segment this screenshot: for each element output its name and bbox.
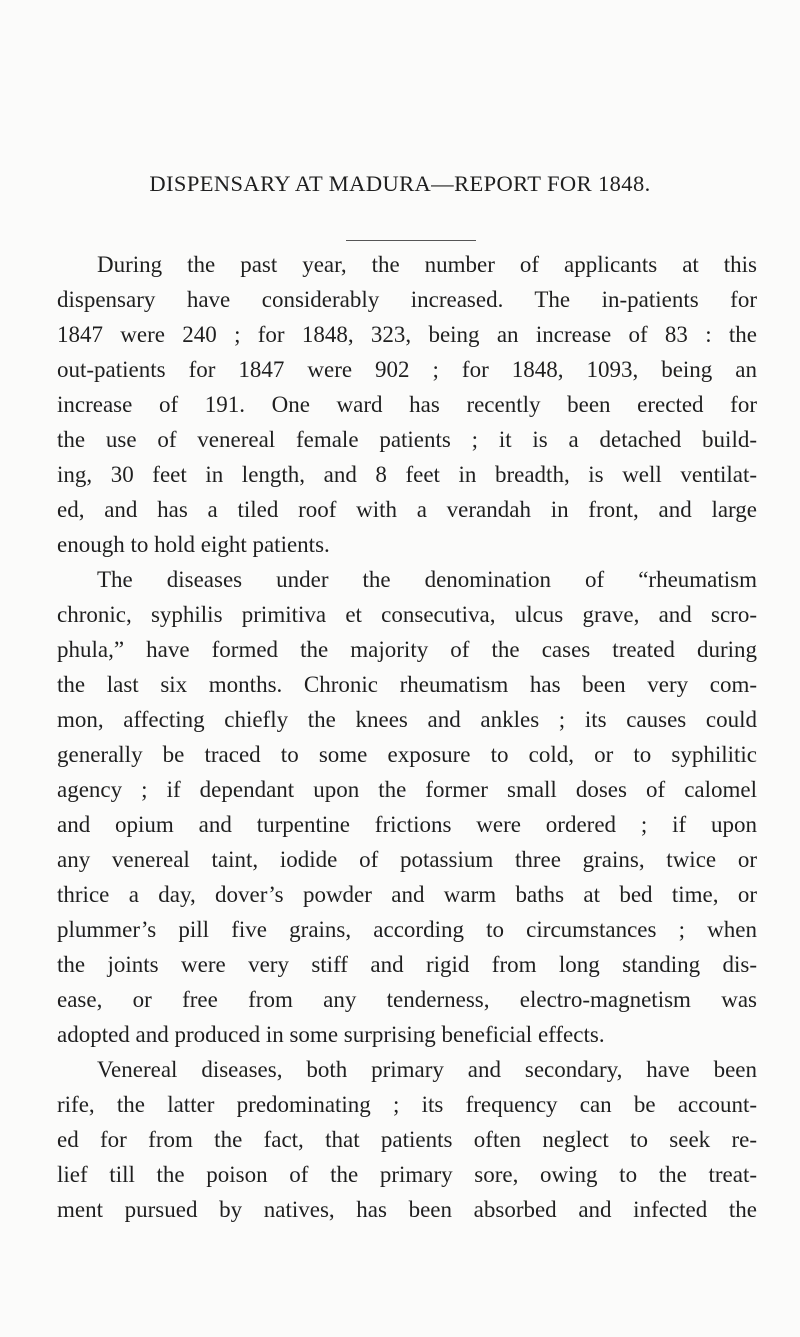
- text-line: chronic, syphilis primitiva et consecutiva, ulcus grave, and scro-: [57, 602, 757, 627]
- text-line: phula,” have formed the majority of the cases treated during: [57, 637, 757, 662]
- text-line: ease, or free from any tenderness, electro-magnetism was: [57, 987, 757, 1012]
- divider: [346, 240, 476, 241]
- text-line: The diseases under the denomination of “rheumatism: [97, 567, 757, 592]
- text-line: ment pursued by natives, has been absorbed and infected the: [57, 1197, 757, 1222]
- text-line: the last six months. Chronic rheumatism has been very com-: [57, 672, 757, 697]
- text-line: any venereal taint, iodide of potassium three grains, twice or: [57, 847, 757, 872]
- text-line: rife, the latter predominating ; its frequency can be account-: [57, 1092, 757, 1117]
- text-line: out-patients for 1847 were 902 ; for 1848, 1093, being an: [57, 357, 757, 382]
- text-line: the use of venereal female patients ; it is a detached build-: [57, 427, 757, 452]
- text-line: adopted and produced in some surprising beneficial effects.: [57, 1022, 605, 1047]
- text-line: mon, affecting chiefly the knees and ankles ; its causes could: [57, 707, 757, 732]
- text-line: Venereal diseases, both primary and secondary, have been: [97, 1057, 757, 1082]
- text-line: 1847 were 240 ; for 1848, 323, being an increase of 83 : the: [57, 322, 757, 347]
- text-line: increase of 191. One ward has recently been erected for: [57, 392, 757, 417]
- page-title: DISPENSARY AT MADURA—REPORT FOR 1848.: [149, 171, 651, 196]
- text-line: ing, 30 feet in length, and 8 feet in breadth, is well ventilat-: [57, 462, 757, 487]
- text-line: agency ; if dependant upon the former small doses of calomel: [57, 777, 757, 802]
- text-line: plummer’s pill five grains, according to circumstances ; when: [57, 917, 757, 942]
- text-line: enough to hold eight patients.: [57, 532, 330, 557]
- text-line: lief till the poison of the primary sore, owing to the treat-: [57, 1162, 757, 1187]
- text-line: the joints were very stiff and rigid from long standing dis-: [57, 952, 757, 977]
- text-line: ed, and has a tiled roof with a verandah in front, and large: [57, 497, 757, 522]
- text-line: dispensary have considerably increased. The in-patients for: [57, 287, 757, 312]
- text-line: generally be traced to some exposure to cold, or to syphilitic: [57, 742, 757, 767]
- text-line: thrice a day, dover’s powder and warm baths at bed time, or: [57, 882, 757, 907]
- text-line: and opium and turpentine frictions were ordered ; if upon: [57, 812, 757, 837]
- text-line: ed for from the fact, that patients often neglect to seek re-: [57, 1127, 757, 1152]
- text-line: During the past year, the number of applicants at this: [97, 252, 757, 277]
